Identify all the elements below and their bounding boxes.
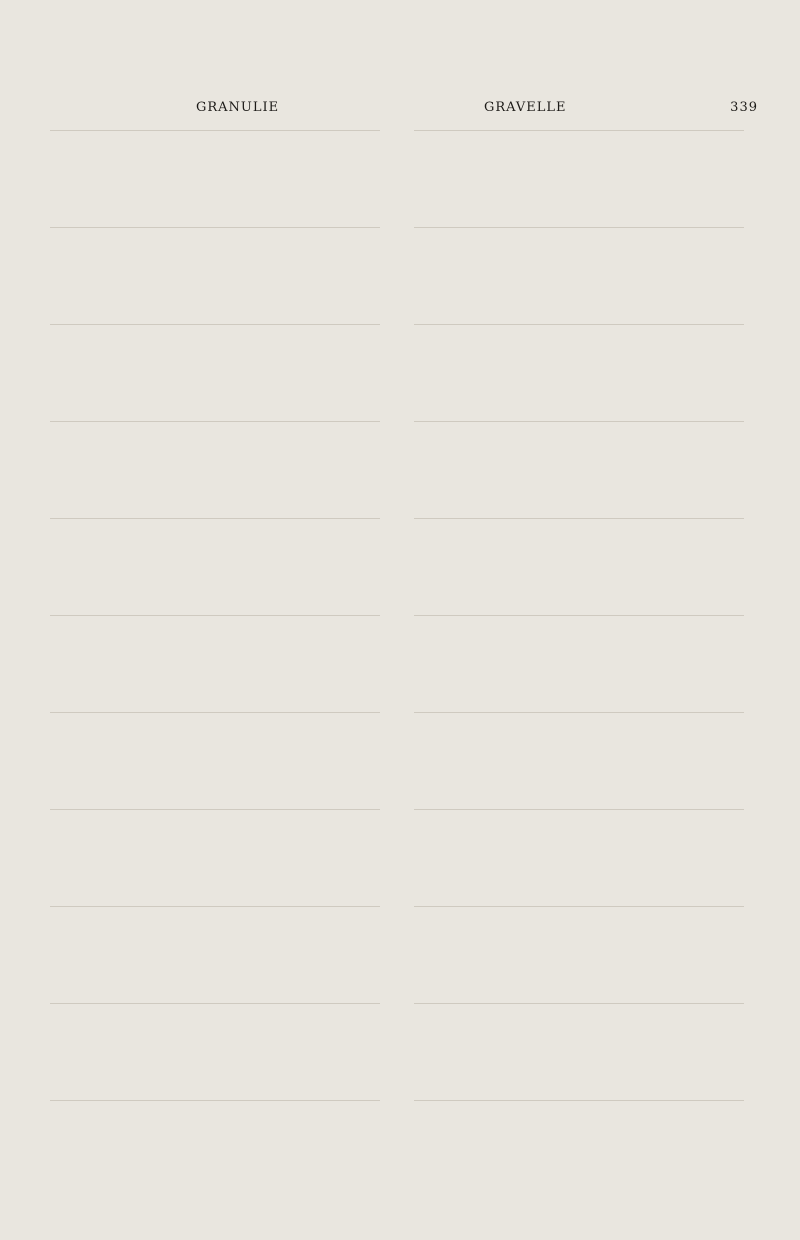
headword: [414, 1004, 744, 1008]
entry: [414, 615, 744, 702]
entry: [414, 227, 744, 314]
entry: [50, 130, 380, 217]
entry: [50, 1003, 380, 1090]
entry: [414, 906, 744, 993]
left-column: [50, 130, 380, 1197]
entry: [50, 906, 380, 993]
headword: [50, 422, 380, 426]
headword: [50, 616, 380, 620]
running-head-left: GRANULIE: [196, 100, 280, 115]
headword: [414, 131, 744, 135]
headword: [50, 907, 380, 911]
headword: [50, 1004, 380, 1008]
headword: [414, 810, 744, 814]
headword: [414, 422, 744, 426]
entry: [50, 1100, 380, 1187]
entry: [414, 324, 744, 411]
right-column: [414, 130, 744, 1197]
headword: [50, 519, 380, 523]
entry: [414, 130, 744, 217]
headword: [50, 228, 380, 232]
headword: [414, 616, 744, 620]
headword: [414, 228, 744, 232]
entry: [414, 1100, 744, 1187]
entry: [50, 227, 380, 314]
headword: [50, 325, 380, 329]
entry: [50, 518, 380, 605]
page-number: 339: [730, 100, 758, 115]
headword: [414, 1101, 744, 1105]
headword: [50, 131, 380, 135]
entry: [50, 421, 380, 508]
entry: [414, 421, 744, 508]
entry: [50, 615, 380, 702]
entry: [414, 1003, 744, 1090]
entry: [50, 712, 380, 799]
entry: [414, 712, 744, 799]
headword: [414, 907, 744, 911]
headword: [414, 713, 744, 717]
entry: [414, 518, 744, 605]
entry: [50, 809, 380, 896]
headword: [50, 713, 380, 717]
entry: [414, 809, 744, 896]
page-header: [0, 96, 800, 120]
headword: [50, 1101, 380, 1105]
headword: [50, 810, 380, 814]
entry: [50, 324, 380, 411]
headword: [414, 519, 744, 523]
running-head-right: GRAVELLE: [484, 100, 567, 115]
headword: [414, 325, 744, 329]
